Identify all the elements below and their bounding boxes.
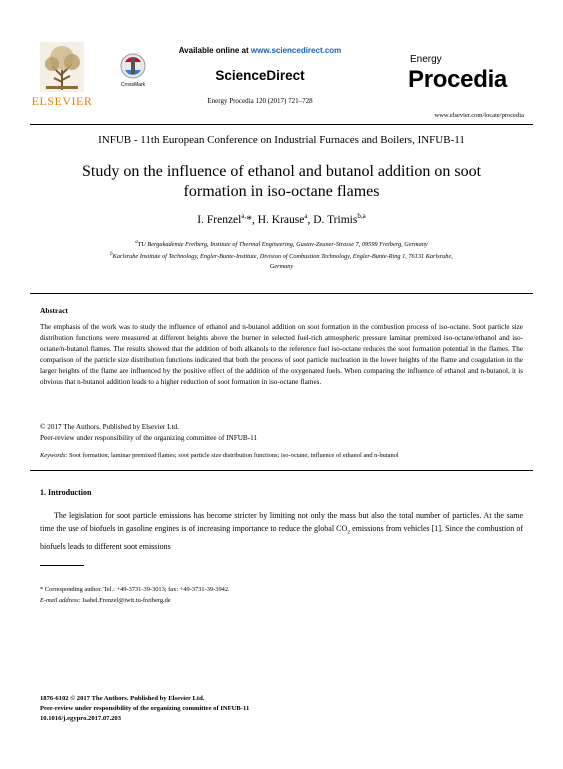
bottom-imprint [40,694,523,724]
keywords-line [40,452,523,459]
author-3-affil: b,a [357,212,366,220]
journal-energy-word: Energy [410,54,442,65]
email-address[interactable]: Isabel.Frenzel@iwtt.tu-freiberg.de [80,597,171,604]
abstract-body: The emphasis of the work was to study the influence of ethanol and n-butanol addition on soot formation in the combustion process of iso-octane. Soot particle size distribution functions were measured at different heights above the burner in selected fuel-rich atmospheric pressure laminar premixed iso-octane/ethanol and iso-octane/n-butanol flames. The results showed that the addition of both alkanols to the reference fuel iso-octane reduces the soot formation potential in the flames. The comparison of the particle size distribution functions indicated that both the process of soot particle nucleation in the lower heights of the flame and coagulation in the larger heights of the flame are influenced by the positive effect of the addition of the oxygenated fuels. When comparing the influence of ethanol and n-butanol, it is obvious that n-butanol addition leads to a higher reduction of soot formation in iso-octane flames. [40,323,523,386]
paper-title [30,162,533,202]
co2-subscript: 2 [347,529,351,536]
title-line-1: Study on the influence of ethanol and butanol addition on soot [81,163,482,180]
affiliation-a-mark: a [135,240,138,245]
footnote-corresponding: * Corresponding author. Tel.: +49-3731-39-3013; fax: +49-3731-39-3942. [40,586,230,593]
author-3: , D. Trimis [307,213,358,226]
header-rule [30,124,533,125]
crossmark-icon [115,52,151,82]
author-2: , H. Krause [251,213,305,226]
author-1: I. Frenzel [197,213,242,226]
author-2-affil: a [304,212,308,220]
affiliation-a-text: TU Bergakademie Freiberg, Institute of Thermal Engineering, Gustav-Zeuner-Strasse 7, 09599 Freiberg, Germany [137,241,428,249]
intro-heading: 1. Introduction [40,488,92,497]
title-line-2: formation in iso-octane flames [183,183,380,200]
conference-name: INFUB - 11th European Conference on Industrial Furnaces and Boilers, INFUB-11 [98,134,465,146]
sciencedirect-link[interactable]: www.sciencedirect.com [250,46,342,55]
issn-line: 1876-6102 © 2017 The Authors. Published by Elsevier Ltd. [40,695,205,702]
footnote-rule [40,565,84,566]
intro-paragraph [40,509,523,553]
journal-reference: Energy Procedia 120 (2017) 721–728 [207,97,313,105]
affiliations [30,238,533,272]
abstract-heading: Abstract [40,306,68,315]
affiliation-b-text: Karlsruhe Institute of Technology, Engler-Bunte-Institute, Division of Combustion Technology, Engler-Bunte-Ring 1, 76131 Karlsruhe, [112,253,453,261]
crossmark-badge[interactable] [115,52,151,92]
peer-review-line: Peer-review under responsibility of the organizing committee of INFUB-11 [40,434,258,442]
copyright-line: © 2017 The Authors. Published by Elsevier Ltd. [40,423,179,431]
abstract-top-rule [30,293,533,294]
affiliation-b [30,250,533,262]
affiliation-b-mark: b [110,252,113,258]
energy-procedia-logo [408,44,524,104]
crossmark-label: CrossMark [120,82,146,88]
keywords-text: Soot formation; laminar premixed flames; soot particle size distribution functions; iso-octane; influence of ethanol and n-butanol [67,452,399,459]
copyright-block [40,422,523,444]
bottom-peer-review: Peer-review under responsibility of the organizing committee of INFUB-11 [40,705,250,712]
keywords-label: Keywords: [40,452,68,459]
abstract-bottom-rule [30,470,533,471]
footnote-email [40,595,523,606]
sciencedirect-wordmark: ScienceDirect [215,68,305,83]
elsevier-logo [30,42,94,112]
affiliation-a [30,238,533,250]
journal-procedia-word: Procedia [408,66,507,93]
affiliation-b-cont: Germany [269,263,294,271]
email-label: E-mail address: [40,597,81,604]
journal-url[interactable]: www.elsevier.com/locate/procedia [434,112,524,119]
intro-text-b: emissions from vehicles [1]. Since the combustion of biofuels leads to different soot emissions [40,524,523,551]
elsevier-wordmark: ELSEVIER [31,94,93,108]
author-1-corresponding[interactable]: * [246,213,252,226]
elsevier-tree-icon [40,42,84,92]
author-1-affil: a, [241,212,247,220]
available-online [160,46,360,55]
author-list [30,212,533,226]
available-prefix: Available online at [178,46,251,55]
doi-line[interactable]: 10.1016/j.egypro.2017.07.203 [40,715,122,722]
intro-text-a: The legislation for soot particle emissions has become stricter by limiting not only the mass but also the total number of particles. At the same time the use of biofuels in gasoline engines is of increasing importance to reduce the global CO [40,511,523,533]
footnote [40,584,523,606]
